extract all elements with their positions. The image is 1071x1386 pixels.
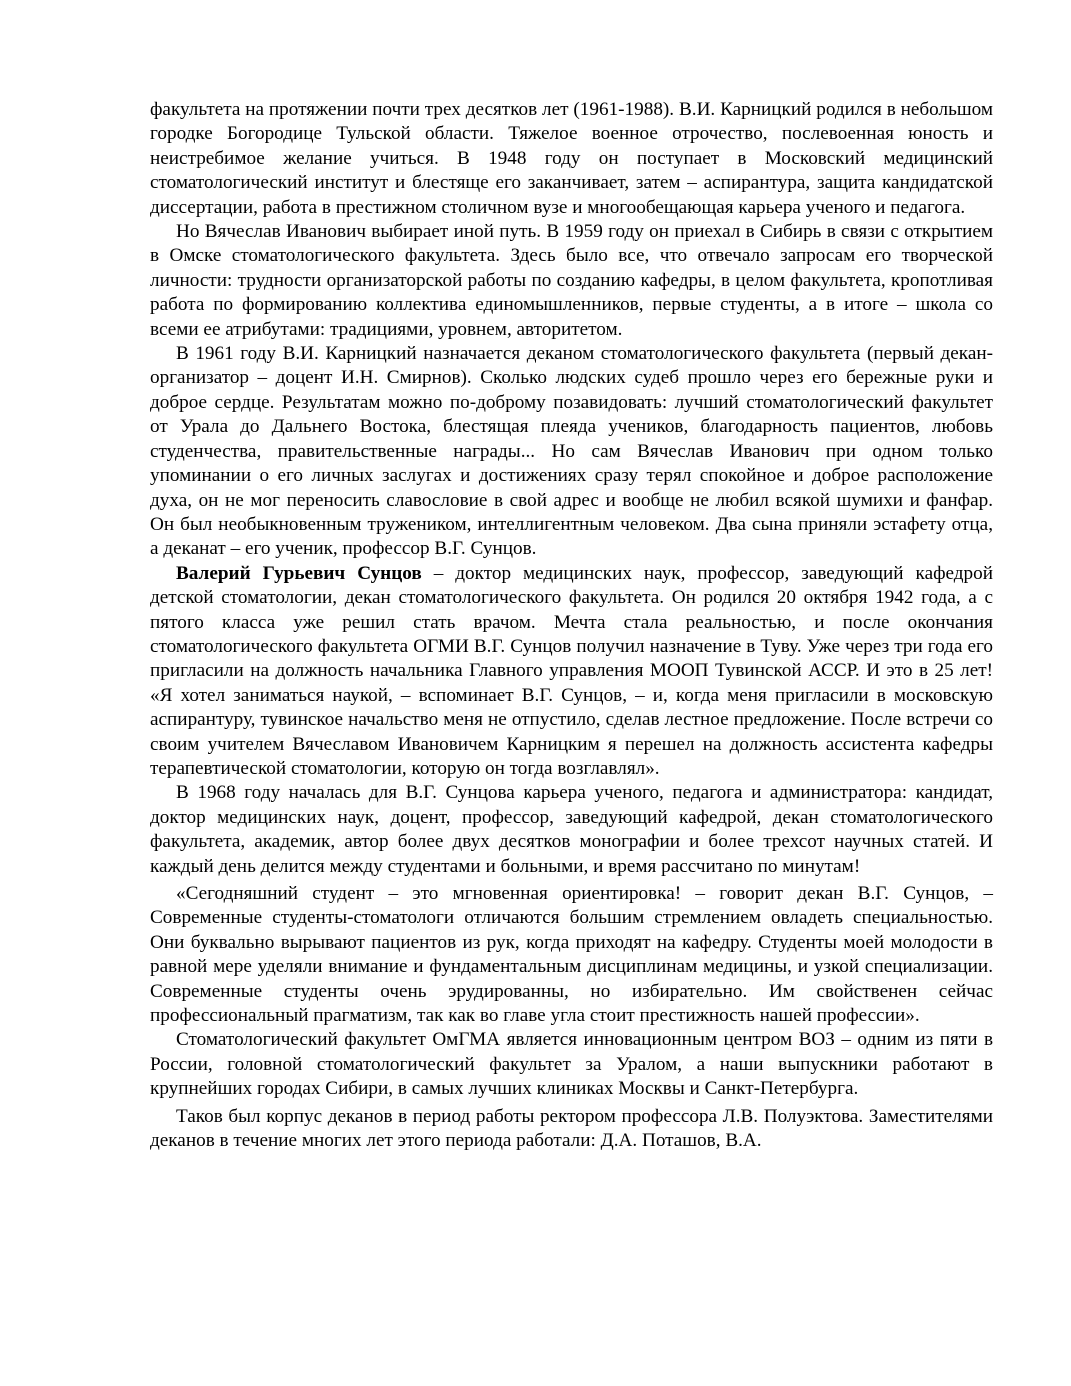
paragraph-deans-corps: Таков был корпус деканов в период работы ректором профессора Л.В. Полуэктова. Заместителями деканов в течение многих лет этого периода работали: Д.А. Поташов, В.А. bbox=[150, 1105, 993, 1152]
paragraph-karnitsky-dean: В 1961 году В.И. Карницкий назначается деканом стоматологического факультета (первый декан-организатор – доцент И.Н. Смирнов). Сколько людских судеб прошло через его бережные руки и доброе сердце. Результатам можно по-доброму позавидовать: лучший стоматологический факультет от Урала до Дальнего Востока, блестящая плеяда учеников, благодарность пациентов, любовь студенчества, правительственные награды... Но сам Вячеслав Иванович при одном только упоминании о его личных заслугах и достижениях сразу терял спокойное и доброе расположение духа, он не мог переносить славословие в свой адрес и вообще не любил всякой шумихи и фанфар. Он был необыкновенным тружеником, интеллигентным человеком. Два сына приняли эстафету отца, а деканат – его ученик, профессор В.Г. Сунцов. bbox=[150, 343, 993, 560]
paragraph-suntsov-career: В 1968 году началась для В.Г. Сунцова карьера ученого, педагога и администратора: кандидат, доктор медицинских наук, доцент, профессор, заведующий кафедрой, декан стоматологического факультета, академик, автор более двух десятков монографии и более трехсот научных статей. И каждый день делится между студентами и больными, и время рассчитано по минутам! bbox=[150, 782, 993, 877]
paragraph-continuation: факультета на протяжении почти трех десятков лет (1961-1988). В.И. Карницкий родился в небольшом городке Богородице Тульской области. Тяжелое военное отрочество, послевоенная юность и неистребимое желание учиться. В 1948 году он поступает в Московский медицинский стоматологический институт и блестяще его заканчивает, затем – аспирантура, защита кандидатской диссертации, работа в престижном столичном вузе и многообещающая карьера ученого и педагога. bbox=[150, 99, 993, 218]
paragraph-suntsov-quote: «Сегодняшний студент – это мгновенная ориентировка! – говорит декан В.Г. Сунцов, – Современные студенты-стоматологи отличаются большим стремлением овладеть специальностью. Они буквально вырывают пациентов из рук, когда приходят на кафедру. Студенты моей молодости в равной мере уделяли внимание и фундаментальным дисциплинам медицины, и узкой специализации. Современные студенты очень эрудированны, но избирательно. Им свойственен сейчас профессиональный прагматизм, так как во главе угла стоит престижность нашей профессии». bbox=[150, 883, 993, 1027]
paragraph-faculty-who-center: Стоматологический факультет ОмГМА является инновационным центром ВОЗ – одним из пяти в России, головной стоматологический факультет за Уралом, а наши выпускники работают в крупнейших городах Сибири, в самых лучших клиниках Москвы и Санкт-Петербурга. bbox=[150, 1029, 993, 1100]
paragraph-karnitsky-siberia: Но Вячеслав Иванович выбирает иной путь. В 1959 году он приехал в Сибирь в связи с открытием в Омске стоматологического факультета. Здесь было все, что отвечало запросам его творческой личности: трудности организаторской работы по созданию кафедры, в целом факультета, кропотливая работа по формированию коллектива единомышленников, первые студенты, а в итоге – школа со всеми ее атрибутами: традициями, уровнем, авторитетом. bbox=[150, 221, 993, 340]
paragraph-suntsov-bio-text: – доктор медицинских наук, профессор, заведующий кафедрой детской стоматологии, декан стоматологического факультета. Он родился 20 октября 1942 года, а с пятого класса уже решил стать врачом. Мечта стала реальностью, и после окончания стоматологического факультета ОГМИ В.Г. Сунцов получил назначение в Туву. Уже через три года его пригласили на должность начальника Главного управления МООП Тувинской АССР. И это в 25 лет! «Я хотел заниматься наукой, – вспоминает В.Г. Сунцов, – и, когда меня пригласили в московскую аспирантуру, тувинское начальство меня не отпустило, сделав лестное предложение. После встречи со своим учителем Вячеславом Ивановичем Карницким я перешел на должность ассистента кафедры терапевтической стоматологии, которую он тогда возглавлял». bbox=[150, 562, 993, 779]
paragraph-suntsov-bio bbox=[150, 562, 993, 782]
person-name-bold: Валерий Гурьевич Сунцов bbox=[176, 562, 422, 584]
document-page bbox=[150, 98, 993, 1153]
